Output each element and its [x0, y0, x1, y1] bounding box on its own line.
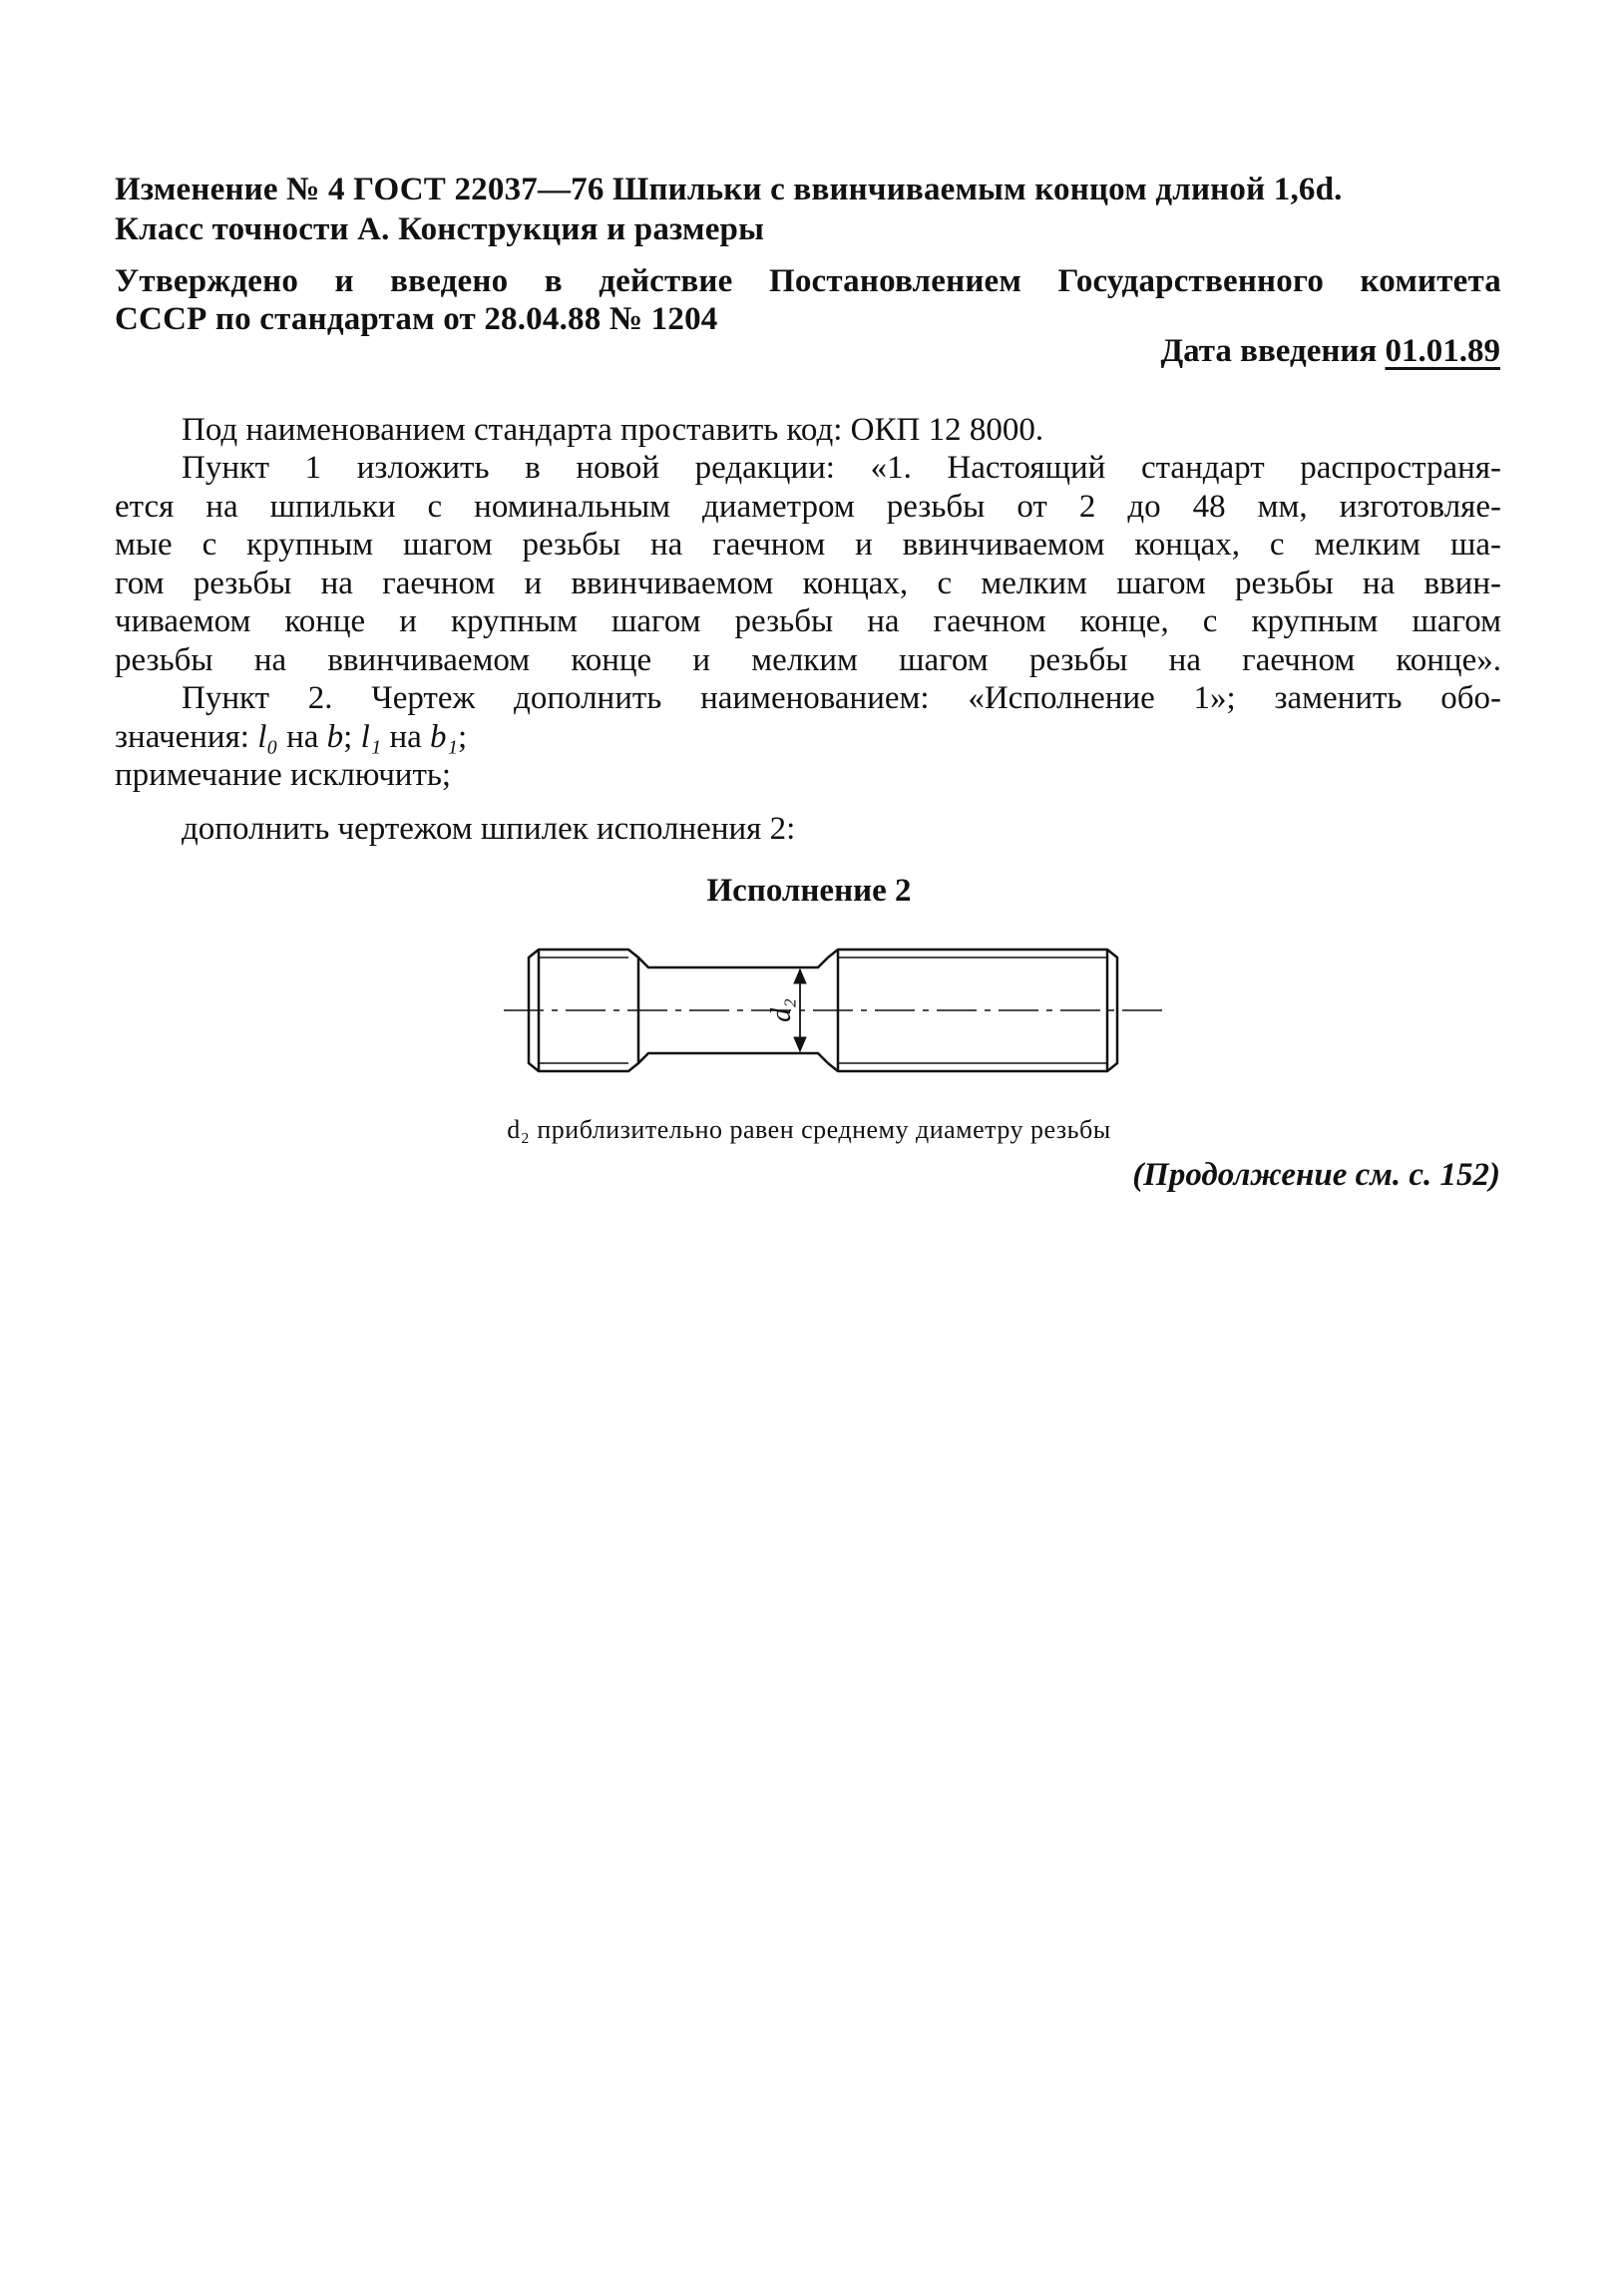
- clause-2-line: примечание исключить;: [115, 757, 452, 793]
- paragraph-okp-code: Под наименованием стандарта проставить код: ОКП 12 8000.: [182, 412, 1044, 448]
- symbol-l1: l₁: [360, 718, 382, 755]
- clause-1-line: ется на шпильки с номинальным диаметром резьбы от 2 до 48 мм, изготовляе-: [115, 488, 1501, 525]
- amendment-title-line1: Изменение № 4 ГОСТ 22037—76 Шпильки с ввинчиваемым концом длиной 1,6d.: [115, 172, 1343, 207]
- dimension-label-d2: d₂: [766, 998, 797, 1022]
- dimension-arrow-bottom: [794, 1037, 806, 1051]
- figure-title: Исполнение 2: [706, 873, 912, 909]
- continuation-note: (Продолжение см. с. 152): [1132, 1157, 1500, 1193]
- clause-2-line: [115, 718, 1501, 757]
- clause-2-text: на: [381, 718, 431, 755]
- figure-note: d₂ приблизительно равен среднему диаметру резьбы: [507, 1115, 1111, 1144]
- clause-2-line: Пункт 2. Чертеж дополнить наименованием: «Исполнение 1»; заменить обо-: [182, 680, 1501, 716]
- clause-2-text: значения:: [115, 718, 258, 755]
- amendment-title-line2: Класс точности А. Конструкция и размеры: [115, 211, 765, 247]
- paragraph-add-drawing: дополнить чертежом шпилек исполнения 2:: [182, 811, 796, 847]
- dimension-arrow-top: [794, 969, 806, 983]
- clause-2-text: на: [277, 718, 327, 755]
- symbol-b: b: [326, 718, 344, 755]
- introduction-date-value: 01.01.89: [1385, 333, 1500, 369]
- symbol-b1: b₁: [430, 718, 459, 755]
- clause-2-text: ;: [458, 718, 468, 755]
- approval-line1: Утверждено и введено в действие Постановлением Государственного комитета: [115, 263, 1501, 299]
- paragraph-clause-1: [115, 449, 1501, 679]
- clause-1-line: чиваемом конце и крупным шагом резьбы на гаечном конце, с крупным шагом: [115, 603, 1501, 639]
- clause-1-line: гом резьбы на гаечном и ввинчиваемом концах, с мелким шагом резьбы на ввин-: [115, 565, 1501, 601]
- approval-line2: СССР по стандартам от 28.04.88 № 1204: [115, 301, 718, 337]
- stud-drawing: [499, 938, 1177, 1087]
- paragraph-clause-2: [115, 679, 1501, 795]
- introduction-date-label: Дата введения: [1160, 333, 1378, 369]
- clause-1-line: мые с крупным шагом резьбы на гаечном и ввинчиваемом концах, с мелким ша-: [115, 527, 1501, 563]
- clause-1-line: Пункт 1 изложить в новой редакции: «1. Настоящий стандарт распространя-: [182, 450, 1501, 486]
- introduction-date: [1160, 333, 1500, 370]
- shank-top-edge: [638, 957, 828, 967]
- clause-2-text: ;: [343, 718, 361, 755]
- clause-1-line: резьбы на ввинчиваемом конце и мелким шагом резьбы на гаечном конце».: [115, 641, 1501, 678]
- symbol-l0: l₀: [257, 718, 278, 755]
- shank-bottom-edge: [638, 1053, 828, 1063]
